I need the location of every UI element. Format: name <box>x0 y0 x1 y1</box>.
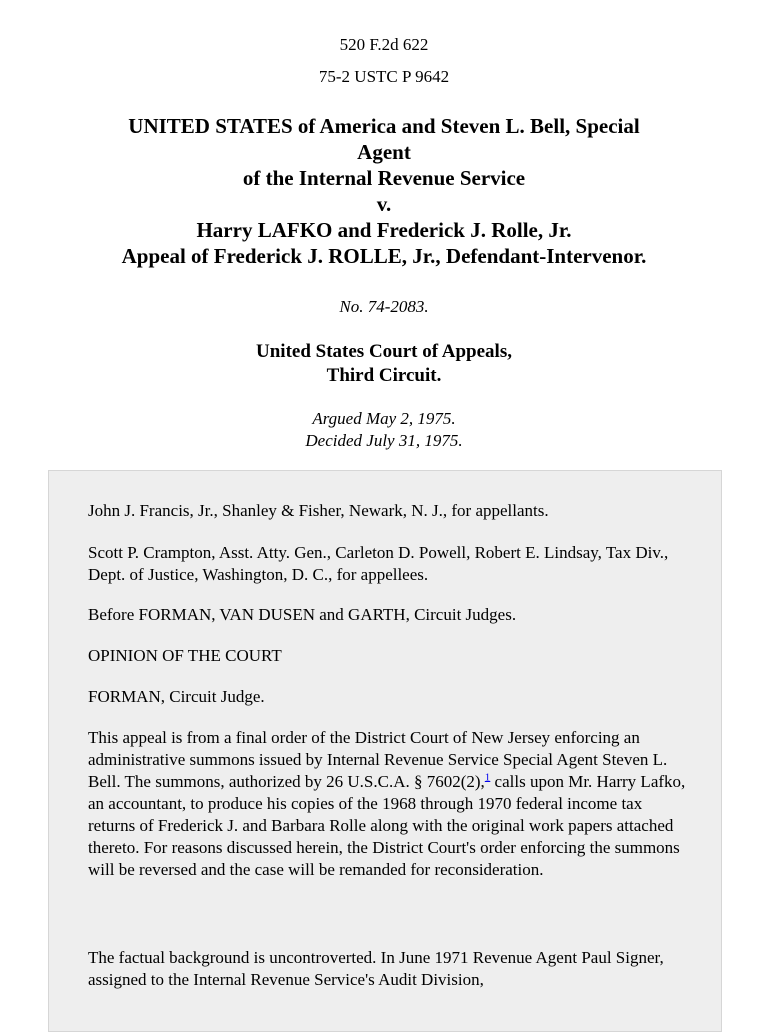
argued-date: Argued May 2, 1975. <box>312 409 456 428</box>
counsel-appellants: John J. Francis, Jr., Shanley & Fisher, Newark, N. J., for appellants. <box>88 501 549 520</box>
counsel-appellees: Scott P. Crampton, Asst. Atty. Gen., Carleton D. Powell, Robert E. Lindsay, Tax Div., Dept. of Justice, Washington, D. C., for appellees. <box>88 543 669 584</box>
caption-line: of the Internal Revenue Service <box>242 166 526 190</box>
caption-line: UNITED STATES of America and Steven L. Bell, Special <box>128 114 640 138</box>
court-line: Third Circuit. <box>326 365 442 386</box>
paragraph-text: This appeal is from a final order of the District Court of New Jersey enforcing an administrative summons issued by Internal Revenue Service Special Agent Steven L. Bell. The summons, authorized by 26 U.S.C.A. § 7602(2), <box>88 728 668 791</box>
footnote-link[interactable]: 1 <box>484 771 491 784</box>
decided-date: Decided July 31, 1975. <box>305 431 463 450</box>
ustc-citation: 75-2 USTC P 9642 <box>318 67 450 86</box>
reporter-citation: 520 F.2d 622 <box>339 35 429 54</box>
judges-panel: Before FORMAN, VAN DUSEN and GARTH, Circuit Judges. <box>88 605 517 624</box>
caption-line: v. <box>376 192 392 216</box>
caption-line: Harry LAFKO and Frederick J. Rolle, Jr. <box>196 218 572 242</box>
docket-number: No. 74-2083. <box>339 297 429 316</box>
opinion-paragraph <box>88 727 688 881</box>
opinion-heading: OPINION OF THE COURT <box>88 646 282 665</box>
case-dates <box>0 408 768 452</box>
caption-line: Appeal of Frederick J. ROLLE, Jr., Defendant-Intervenor. <box>121 244 647 268</box>
opinion-author: FORMAN, Circuit Judge. <box>88 687 265 706</box>
court-name <box>0 340 768 388</box>
opinion-paragraph: The factual background is uncontroverted. In June 1971 Revenue Agent Paul Signer, assigned to the Internal Revenue Service's Audit Division, <box>88 948 664 989</box>
caption-line: Agent <box>357 140 411 164</box>
case-caption <box>40 113 728 269</box>
paragraph-text: calls upon Mr. Harry Lafko, an accountant, to produce his copies of the 1968 through 1970 federal income tax returns of Frederick J. and Barbara Rolle along with the original work papers attached thereto. For reasons discussed herein, the District Court's order enforcing the summons will be reversed and the case will be remanded for reconsideration. <box>88 772 686 879</box>
court-line: United States Court of Appeals, <box>256 341 512 362</box>
